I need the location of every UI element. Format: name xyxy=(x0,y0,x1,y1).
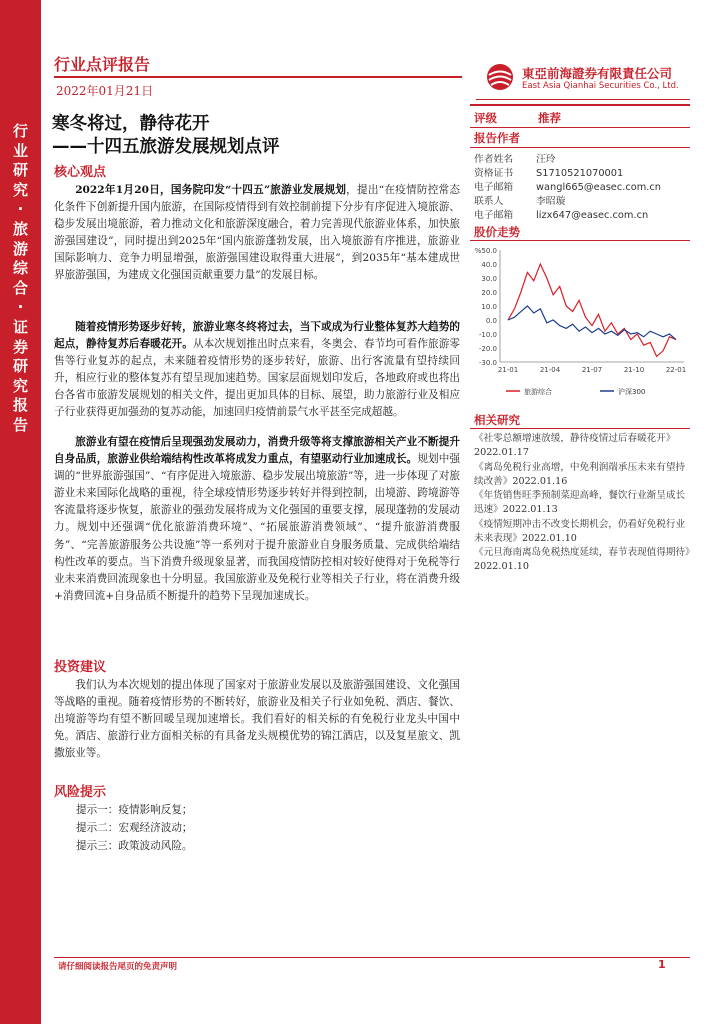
author-row xyxy=(474,165,623,179)
risk-item: 提示三：政策波动风险。 xyxy=(76,840,193,852)
author-value: 李昭璇 xyxy=(536,196,566,207)
core-paragraph-1 xyxy=(54,182,460,285)
report-title: 寒冬将过，静待花开 xyxy=(52,114,210,134)
sidebar-char: 游 xyxy=(12,239,28,258)
stock-heading: 股价走势 xyxy=(474,225,520,239)
stock-divider xyxy=(470,240,690,241)
legend-label: 旅游综合 xyxy=(524,388,552,396)
x-tick-label: 22-01 xyxy=(665,366,687,374)
logo-divider xyxy=(476,99,690,100)
author-row xyxy=(474,179,661,193)
sidebar-label xyxy=(0,122,41,436)
page-number: 1 xyxy=(658,958,666,971)
footer-disclaimer[interactable]: 请仔细阅读报告尾页的免责声明 xyxy=(58,962,178,972)
related-item[interactable]: 《社零总额增速放缓，静待疫情过后春暖花开》2022.01.17 xyxy=(474,433,676,459)
y-tick-label: -30.0 xyxy=(478,359,497,367)
series-line-csi300 xyxy=(508,306,676,340)
sidebar-char: 研 xyxy=(12,161,28,180)
y-tick-label: -10.0 xyxy=(478,331,497,339)
company-name-en: East Asia Qianhai Securities Co., Ltd. xyxy=(522,81,679,91)
invest-heading: 投资建议 xyxy=(54,660,107,675)
rating-value: 推荐 xyxy=(538,111,561,125)
x-tick-label: 21-01 xyxy=(497,366,519,374)
report-subtitle: ——十四五旅游发展规划点评 xyxy=(52,137,280,157)
author-email-link[interactable]: lizx647@easec.com.cn xyxy=(536,210,649,221)
company-logo-icon xyxy=(482,62,518,92)
authors-heading: 报告作者 xyxy=(474,131,520,145)
sidebar-char: 证 xyxy=(12,317,28,336)
legend-label: 沪深300 xyxy=(618,388,646,396)
risk-heading: 风险提示 xyxy=(54,785,107,800)
author-row xyxy=(474,151,556,165)
sidebar-char: · xyxy=(17,200,24,219)
sidebar-char: 究 xyxy=(12,376,28,395)
related-item[interactable]: 《疫情短期冲击不改变长期机会，仍看好免税行业未来表现》2022.01.10 xyxy=(474,519,686,545)
related-divider xyxy=(470,428,690,429)
report-date: 2022年01月21日 xyxy=(56,84,154,98)
x-tick-label: 21-10 xyxy=(623,366,645,374)
rating-top-divider xyxy=(470,104,690,106)
core-p2-lead: 随着疫情形势逐步好转，旅游业寒冬终将过去，当下或成为行业整体复苏大趋势的起点，静待复苏后春暖花开。 xyxy=(54,321,460,351)
authors-divider xyxy=(470,147,690,148)
y-tick-label: 20.0 xyxy=(481,289,497,297)
core-paragraph-3 xyxy=(54,434,460,605)
sidebar-band xyxy=(0,0,41,1024)
sidebar-char: 业 xyxy=(12,141,28,160)
author-key: 电子邮箱 xyxy=(474,210,514,221)
related-item[interactable]: 《元旦海南离岛免税热度延续，春节表现值得期待》2022.01.10 xyxy=(474,547,690,573)
y-tick-label: 0.0 xyxy=(485,317,497,325)
risk-item: 提示一：疫情影响反复； xyxy=(76,804,193,816)
risk-item: 提示二：宏观经济波动； xyxy=(76,822,193,834)
core-p2-body: 从本次规划推出时点来看，冬奥会、春节均可看作旅游零售等行业复苏的起点，未来随着疫情形势的逐步转好，旅游、出行客流量有望持续回升，相应行业的整体复苏有望呈现加速趋势。国家层面规划印发后，各地政府或也将出台各省市旅游发展规划的相关文件，提出更加具体的目标、展望，助力旅游行业及相应子行业获得更加强劲的复苏动能，加速回归疫情前景气水平甚至完成超越。 xyxy=(54,338,461,419)
author-value: S1710521070001 xyxy=(536,168,624,179)
author-email-link[interactable]: wangl665@easec.com.cn xyxy=(536,182,661,193)
core-p3-lead: 旅游业有望在疫情后呈现强劲发展动力，消费升级等将支撑旅游相关产业不断提升自身品质，旅游业供给端结构性改革将成发力重点，有望驱动行业加速成长。 xyxy=(54,436,460,466)
sidebar-char: 旅 xyxy=(12,219,28,238)
y-tick-label: 30.0 xyxy=(481,275,497,283)
rating-bottom-divider xyxy=(470,127,690,128)
y-tick-label: %50.0 xyxy=(474,247,497,255)
company-name-cn: 東亞前海證券有限責任公司 xyxy=(522,66,673,81)
related-item[interactable]: 《年货销售旺季预制菜迎高峰，餐饮行业渐呈成长迅速》2022.01.13 xyxy=(474,490,686,516)
x-tick-label: 21-04 xyxy=(539,366,561,374)
invest-paragraph: 我们认为本次规划的提出体现了国家对于旅游业发展以及旅游强国建设、文化强国等战略的重视。随着疫情形势的不断转好，旅游业及相关子行业如免税、酒店、餐饮、出境游等均有望不断回暖呈现加速增长。我们看好的相关标的有免税行业龙头中国中免。酒店、旅游行业方面相关标的有具备龙头规模优势的锦江酒店，以及复星旅文、凯撒旅业等。 xyxy=(54,679,460,760)
author-value: 汪玲 xyxy=(536,154,556,165)
sidebar-char: 合 xyxy=(12,278,28,297)
x-tick-label: 21-07 xyxy=(581,366,603,374)
sidebar-char: 券 xyxy=(12,337,28,356)
rating-label: 评级 xyxy=(474,111,497,125)
sidebar-char: · xyxy=(17,298,24,317)
author-key: 联系人 xyxy=(474,196,504,207)
y-tick-label: 40.0 xyxy=(481,261,497,269)
sidebar-char: 报 xyxy=(12,396,28,415)
series-line-tourism xyxy=(508,264,676,356)
sidebar-char: 行 xyxy=(12,122,28,140)
author-key: 电子邮箱 xyxy=(474,182,514,193)
core-paragraph-2 xyxy=(54,319,460,422)
core-p1-body: ，提出“在疫情防控常态化条件下创新提升国内旅游，在国际疫情得到有效控制前提下分步有序促进入境旅游、稳步发展出境旅游，着力推动文化和旅游深度融合，着力完善现代旅游业体系，加快旅游强国建设”，同时提出到2025年“国内旅游蓬勃发展，出入境旅游有序推进，旅游业国际影响力、竞争力明显增强，旅游强国建设取得重大进展”，到2035年“基本建成世界旅游强国，为建成文化强国贡献重要力量”的发展目标。 xyxy=(54,184,460,282)
core-p3-body: 规划中强调的“世界旅游强国”、“有序促进入境旅游、稳步发展出境旅游”等，进一步体现了对旅游业未来国际化战略的重视，待全球疫情形势逐步转好并得到控制，出境游、跨境游等客流量将逐步恢复，旅游业的强劲发展将成为文化强国的重要支撑，展现蓬勃的发展动力。规划中还强调“优化旅游消费环境”、“拓展旅游消费领域”、“提升旅游消费服务”、“完善旅游服务公共设施”等一系列对于提升旅游业自身服务质量、完成供给端结构性改革的要点。当下消费升级现象显著，而我国疫情防控相对较好使得对于免税等行业未来消费回流现象也十分明显。我国旅游业及免税行业等相关子行业，将在消费升级+消费回流+自身品质不断提升的趋势下呈现加速成长。 xyxy=(54,453,460,602)
core-p1-lead: 2022年1月20日，国务院印发“十四五”旅游业发展规划 xyxy=(75,184,347,196)
author-row xyxy=(474,193,565,207)
author-row xyxy=(474,207,648,221)
sidebar-char: 综 xyxy=(12,259,28,278)
sidebar-char: 究 xyxy=(12,180,28,199)
related-heading: 相关研究 xyxy=(474,413,520,427)
y-tick-label: -20.0 xyxy=(478,345,497,353)
header-divider xyxy=(54,76,462,78)
report-type: 行业点评报告 xyxy=(54,55,151,74)
stock-price-chart xyxy=(470,242,690,400)
sidebar-char: 研 xyxy=(12,357,28,376)
author-key: 资格证书 xyxy=(474,168,514,179)
core-heading: 核心观点 xyxy=(54,165,107,180)
footer-divider xyxy=(54,957,690,958)
sidebar-char: 告 xyxy=(12,415,28,434)
author-key: 作者姓名 xyxy=(474,154,514,165)
y-tick-label: 10.0 xyxy=(481,303,497,311)
related-item[interactable]: 《离岛免税行业高增，中免利润端承压未来有望持续改善》2022.01.16 xyxy=(474,462,686,488)
